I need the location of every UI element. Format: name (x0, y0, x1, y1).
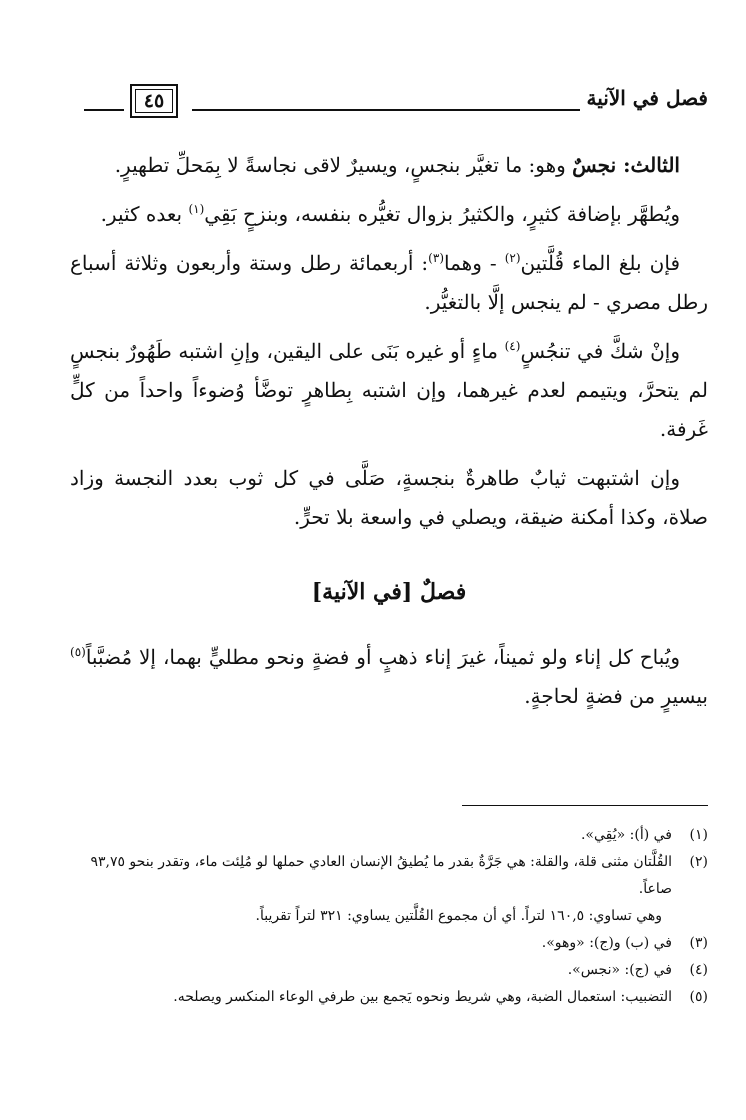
footnote-ref[interactable]: (٤) (504, 339, 521, 353)
footnote-text: في (ب) و(ج): «وهو». (541, 935, 672, 951)
footnote-item (70, 822, 708, 849)
section-heading: فصلٌ [في الآنية] (311, 579, 467, 605)
paragraph-doubt (70, 332, 708, 449)
footnote-text: التضبيب: استعمال الضبة، وهي شريط ونحوه يَجمع بين طرفي الوعاء المنكسر ويصلحه. (173, 989, 672, 1005)
footnote-text: وهي تساوي: ١٦٠,٥ لتراً. أي أن مجموع القُلَّتين يساوي: ٣٢١ لتراً تقريباً. (255, 908, 662, 924)
footnote-number: (٤) (689, 962, 708, 978)
header-rule-short (84, 109, 124, 111)
paragraph-text: ويُطهَّر بإضافة كثيرٍ، والكثيرُ بزوال تغيُّره بنفسه، وبنزحٍ بَقِي (204, 202, 680, 226)
footnote-separator (462, 805, 708, 806)
footnote-number: (٢) (689, 854, 708, 870)
page-number: ٤٥ (143, 90, 165, 112)
header-rule (192, 109, 580, 111)
footnote-number: (١) (689, 827, 708, 843)
footnote-item (70, 930, 708, 957)
footnote-item (70, 957, 708, 984)
footnote-number: (٥) (689, 989, 708, 1005)
footnote-item (70, 984, 708, 1011)
footnote-ref[interactable]: (١) (188, 202, 205, 216)
footnote-continuation (70, 903, 708, 930)
footnote-text: في (ج): «نجس». (567, 962, 672, 978)
term-najis: الثالث: نجسٌ (572, 153, 680, 177)
footnotes (70, 822, 708, 1011)
footnote-ref[interactable]: (٣) (428, 251, 444, 265)
running-title: فصل في الآنية (586, 86, 708, 110)
page-header (84, 82, 708, 122)
paragraph-text: بيسيرٍ من فضةٍ لحاجةٍ. (524, 684, 708, 708)
paragraph-text: : أربعمائة رطل وستة وأربعون وثلاثة أسباع رطل مصري - لم ينجس إلَّا بالتغيُّر. (70, 251, 708, 314)
footnote-item (70, 849, 708, 903)
paragraph-text: ماءٍ أو غيره بَنَى على اليقين، وإنِ اشتبه طَهُورٌ بنجسٍ لم يتحرَّ، ويتيمم لعدم غيرهما، وإن اشتبه بِطاهرٍ توضَّأ وُضوءاً واحداً من كلٍّ غَرفة. (70, 339, 708, 441)
paragraph-qullatain (70, 244, 708, 322)
paragraph-text: - وهما (444, 251, 505, 275)
main-text (70, 146, 708, 726)
paragraph-garments: وإن اشتبهت ثيابٌ طاهرةٌ بنجسةٍ، صَلَّى في كل ثوب بعدد النجسة وزاد صلاة، وكذا أمكنة ضيقة، ويصلي في واسعة بلا تحرٍّ. (70, 466, 708, 529)
footnote-ref[interactable]: (٥) (70, 645, 86, 659)
footnote-ref[interactable]: (٢) (504, 251, 521, 265)
paragraph-text: ويُباح كل إناء ولو ثميناً، غيرَ إناء ذهبٍ أو فضةٍ ونحو مطليٍّ بهما، إلا مُضبَّباً (85, 645, 680, 669)
page-number-box (130, 84, 178, 118)
page-number-frame (135, 89, 173, 113)
footnote-text: في (أ): «يُقِي». (580, 827, 672, 843)
paragraph-vessels (70, 638, 708, 716)
paragraph-third-category (70, 146, 708, 185)
footnote-number: (٣) (689, 935, 708, 951)
paragraph-text: وإنْ شكَّ في تنجُسٍ (520, 339, 680, 363)
paragraph-text: فإن بلغ الماء قُلَّتين (520, 251, 681, 275)
paragraph-purification (70, 195, 708, 234)
paragraph-text: بعده كثير. (100, 202, 189, 226)
footnote-text: القُلَّتان مثنى قلة، والقلة: هي جَرَّةٌ بقدر ما يُطيقُ الإنسان العادي حملها لو مُلِئت ماء، وتقدر بنحو ٩٣,٧٥ صاعاً. (90, 854, 672, 897)
paragraph-text: وهو: ما تغيَّر بنجسٍ، ويسيرٌ لاقى نجاسةً لا بِمَحلِّ تطهيرٍ. (114, 153, 573, 177)
